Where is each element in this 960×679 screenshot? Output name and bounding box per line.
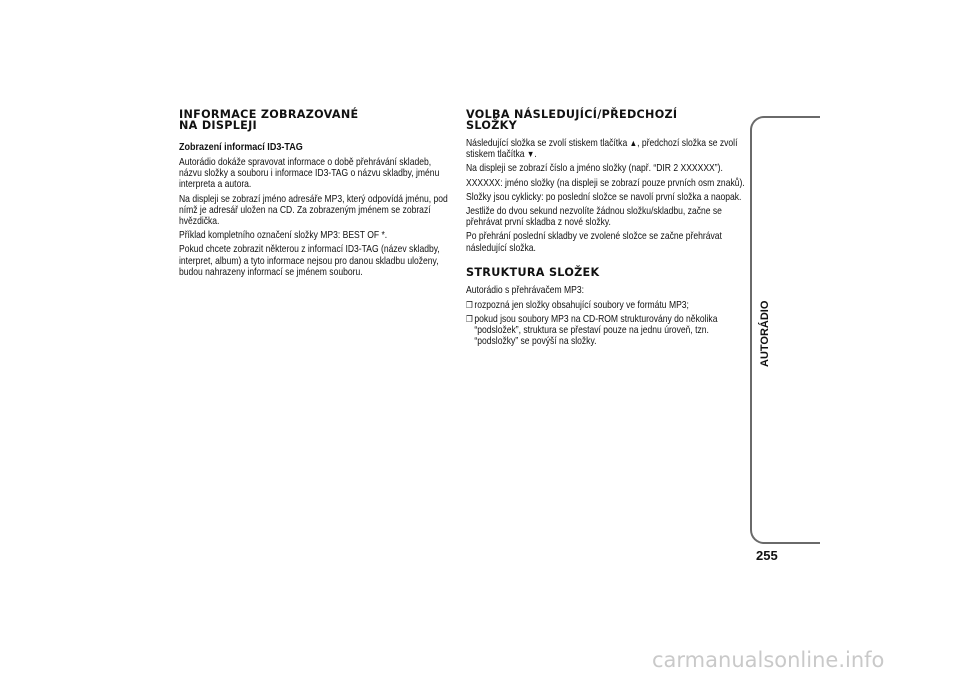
title-line-1: INFORMACE ZOBRAZOVANÉ: [179, 108, 359, 121]
title-line-2: NA DISPLEJI: [179, 118, 258, 132]
paragraph: XXXXXX: jméno složky (na displeji se zobrazí pouze prvních osm znaků).: [466, 177, 745, 189]
paragraph: Složky jsou cyklicky: po poslední složce se navolí první složka a naopak.: [466, 191, 742, 203]
paragraph: Autorádio dokáže spravovat informace o době přehrávání skladeb, názvu složky a souboru i informace ID3-TAG o názvu skladby, jménu interpreta a autora.: [179, 157, 440, 191]
list-item: ❒ rozpozná jen složky obsahující soubory ve formátu MP3;: [466, 299, 689, 311]
list-item: ❒ pokud jsou soubory MP3 na CD-ROM strukturovány do několika “podsložek”, struktura se přestaví pouze na jednu úroveň, tzn. “podsložky” se povýší na složky.: [466, 313, 718, 348]
section-title-display-info: [179, 110, 454, 131]
paragraph: Autorádio s přehrávačem MP3:: [466, 285, 584, 297]
section-title-folder-structure: STRUKTURA SLOŽEK: [466, 265, 600, 279]
paragraph: Na displeji se zobrazí číslo a jméno složky (např. “DIR 2 XXXXXX”).: [466, 163, 723, 175]
page-number: 255: [756, 548, 778, 563]
checkbox-bullet-icon: ❒: [466, 299, 473, 310]
right-column: [466, 110, 748, 350]
paragraph: Po přehrání poslední skladby ve zvolené složce se začne přehrávat následující složka.: [466, 231, 722, 254]
subtitle-id3-tag: Zobrazení informací ID3-TAG: [179, 141, 303, 153]
paragraph-buttons: Následující složka se zvolí stiskem tlačítka ▲, předchozí složka se zvolí stiskem tlačítka ▼.: [466, 138, 738, 161]
paragraph: Pokud chcete zobrazit některou z informací ID3-TAG (název skladby, interpret, album) a tyto informace nejsou pro danou skladbu uloženy, budou nahrazeny informací se jménem souboru.: [179, 244, 440, 278]
chapter-label: AUTORÁDIO: [759, 300, 771, 367]
paragraph: Příklad kompletního označení složky MP3: BEST OF *.: [179, 230, 388, 242]
up-arrow-icon: ▲: [629, 138, 638, 148]
checkbox-bullet-icon: ❒: [466, 313, 473, 324]
watermark: carmanualsonline.info: [652, 648, 885, 672]
down-arrow-icon: ▼: [526, 149, 535, 160]
title-line-1: VOLBA NÁSLEDUJÍCÍ/PŘEDCHOZÍ: [466, 108, 678, 121]
paragraph: Na displeji se zobrazí jméno adresáře MP3, který odpovídá jménu, pod nímž je adresář uložen na CD. Za zobrazeným jménem se zobrazí hvězdička.: [179, 193, 448, 228]
paragraph: Jestliže do dvou sekund nezvolíte žádnou složku/skladbu, začne se přehrávat první skladba z nové složky.: [466, 206, 722, 229]
section-title-folder-select: [466, 110, 748, 131]
left-column: [179, 110, 454, 281]
title-line-2: SLOŽKY: [466, 118, 517, 132]
